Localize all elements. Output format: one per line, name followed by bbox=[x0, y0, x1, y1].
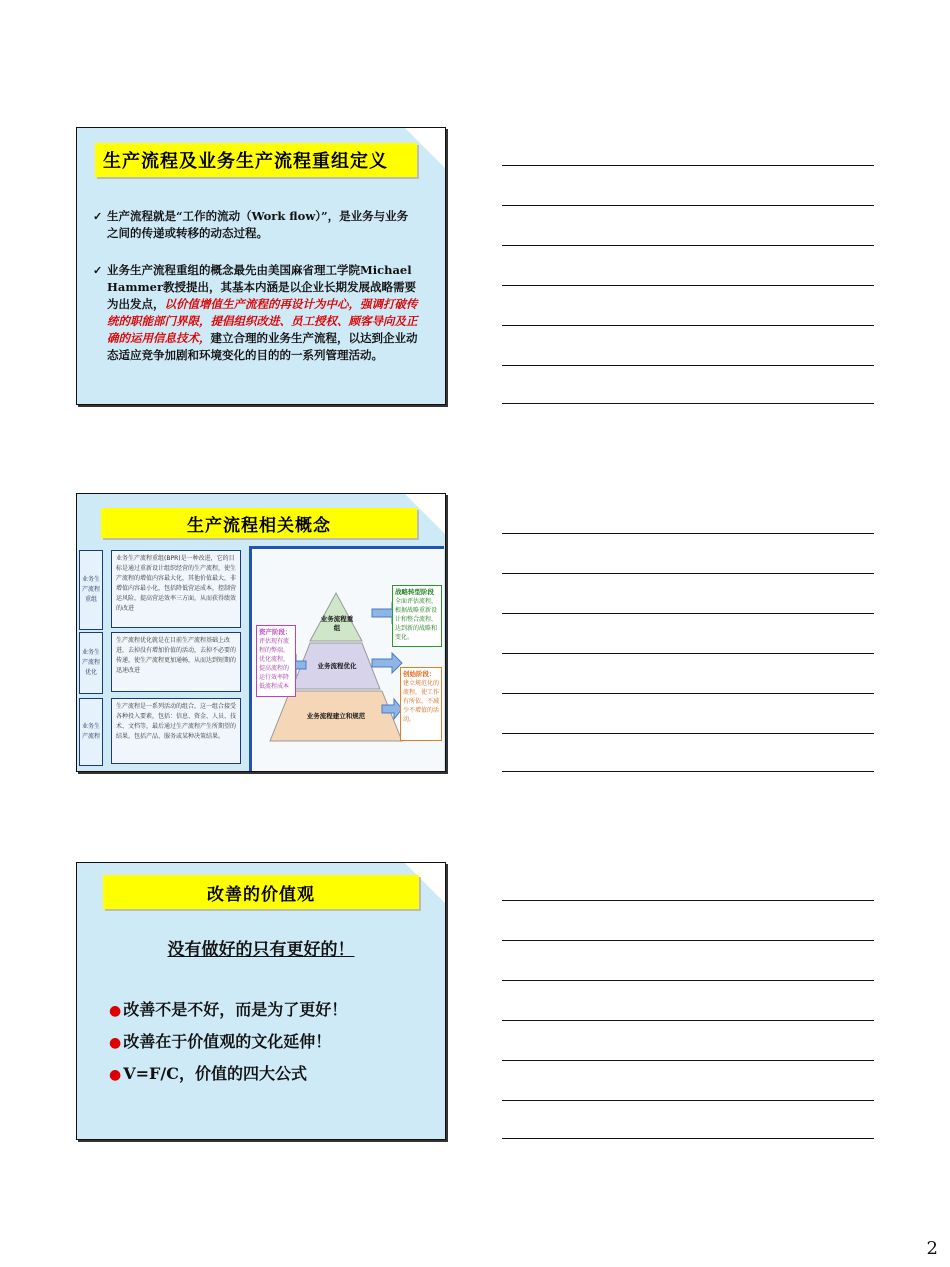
note-line bbox=[502, 900, 874, 901]
tag-head: 创始阶段： bbox=[403, 670, 436, 678]
slide-production-process-definition bbox=[76, 127, 446, 405]
concept-desc-bpr: 业务生产流程重组(BPR)是一种改进，它的目标是通过重新设计组织经营的生产流程，使生产流程的增值内容最大化，其他价值最大，非增值内容最小化，包括降低营运成本，控制营运风险，提高营运效率三方面，从而获得绩效的改进 bbox=[111, 550, 241, 628]
slide-title: 生产流程及业务生产流程重组定义 bbox=[95, 143, 417, 177]
pyramid-bottom-label: 业务流程建立和规范 bbox=[306, 712, 366, 720]
pyramid-middle-label: 业务流程优化 bbox=[317, 662, 357, 670]
note-line bbox=[502, 1060, 874, 1061]
point-1 bbox=[109, 997, 347, 1020]
tag-strategy-stage bbox=[392, 585, 442, 647]
tag-body: 评估现有流程的弊端，优化流程，提高流程的运行效率降低流程成本 bbox=[259, 638, 290, 690]
note-line bbox=[502, 365, 874, 366]
point-text: 改善在于价值观的文化延伸！ bbox=[123, 1032, 332, 1051]
bullet-text-b: 建立合理的业务生产流程，以达到企业动态适应竞争加剧和环境变化的目的的一系列管理活动。 bbox=[107, 331, 418, 362]
bullet-process-definition bbox=[93, 208, 419, 242]
note-line bbox=[502, 285, 874, 286]
bullet-text: 生产流程就是“工作的流动（Work flow）”，是业务与业务之间的传递或转移的动态过程。 bbox=[107, 209, 409, 240]
slide-title: 生产流程相关概念 bbox=[101, 508, 417, 538]
note-line bbox=[502, 613, 874, 614]
note-line bbox=[502, 403, 874, 404]
note-line bbox=[502, 573, 874, 574]
point-text: 改善不是不好，而是为了更好！ bbox=[123, 1000, 348, 1019]
note-line bbox=[502, 653, 874, 654]
note-line bbox=[502, 940, 874, 941]
apple-bullet-icon: ● bbox=[109, 1003, 122, 1019]
point-3 bbox=[109, 1061, 307, 1084]
note-line bbox=[502, 325, 874, 326]
bullet-text-a: 业务生产流程重组的概念最先由美国麻省理工学院Michael Hammer教授提出，其基本内涵是以企业长期发展战略需要为出发点， bbox=[107, 263, 417, 311]
tag-body: 全面评估流程，根据战略重新设计和整合流程，达到新的战略和变化。 bbox=[395, 598, 438, 641]
note-line bbox=[502, 1138, 874, 1139]
concept-label-process: 业务生产流程 bbox=[79, 698, 103, 766]
check-icon: ✓ bbox=[93, 264, 103, 277]
tag-head: 战略转型阶段 bbox=[395, 588, 434, 596]
concept-label-optimization: 业务生产流程优化 bbox=[79, 632, 103, 694]
bullet-bpr-definition bbox=[93, 262, 419, 364]
tag-asset-stage bbox=[256, 625, 296, 697]
slide-subtitle: 没有做好的只有更好的！ bbox=[167, 940, 355, 960]
tag-creation-stage bbox=[400, 667, 442, 741]
slide-improvement-values bbox=[76, 862, 446, 1140]
pyramid-top-label: 业务流程重组 bbox=[320, 615, 354, 632]
note-line bbox=[502, 1100, 874, 1101]
slide-title: 改善的价值观 bbox=[103, 875, 419, 909]
note-line bbox=[502, 205, 874, 206]
pyramid-diagram bbox=[249, 546, 444, 771]
apple-bullet-icon: ● bbox=[109, 1067, 122, 1083]
apple-bullet-icon: ● bbox=[109, 1035, 122, 1051]
note-line bbox=[502, 533, 874, 534]
point-text: V=F/C，价值的四大公式 bbox=[123, 1064, 307, 1083]
note-line bbox=[502, 733, 874, 734]
note-line bbox=[502, 980, 874, 981]
slide-process-concepts bbox=[76, 493, 446, 772]
page-number: 2 bbox=[926, 1238, 938, 1259]
bullet-text-emphasis: 以价值增值生产流程的再设计为中心，强调打破传统的职能部门界限，提倡组织改进、员工授权、顾客导向及正确的运用信息技术， bbox=[107, 297, 418, 345]
point-2 bbox=[109, 1029, 331, 1052]
concept-desc-optimization: 生产流程优化就是在目前生产流程基础上改进，去掉没有增加价值的活动，去掉不必要的传递，使生产流程更加通畅，从而达到短期的迅速改进 bbox=[111, 632, 241, 692]
note-line bbox=[502, 693, 874, 694]
note-line bbox=[502, 165, 874, 166]
note-line bbox=[502, 1020, 874, 1021]
note-line bbox=[502, 245, 874, 246]
concept-label-bpr: 业务生产流程重组 bbox=[79, 550, 103, 630]
check-icon: ✓ bbox=[93, 210, 103, 223]
tag-body: 建立规范化的流程，使工作有所依，不减少不增值的活动。 bbox=[403, 680, 440, 723]
tag-head: 资产阶段： bbox=[259, 628, 292, 636]
concept-desc-process: 生产流程是一系列活动的组合，这一组合接受各种投入要素，包括：信息、资金、人员、技术、文档等，最后通过生产流程产生所期望的结果，包括产品、服务或某种决策结果。 bbox=[111, 698, 241, 764]
note-line bbox=[502, 771, 874, 772]
